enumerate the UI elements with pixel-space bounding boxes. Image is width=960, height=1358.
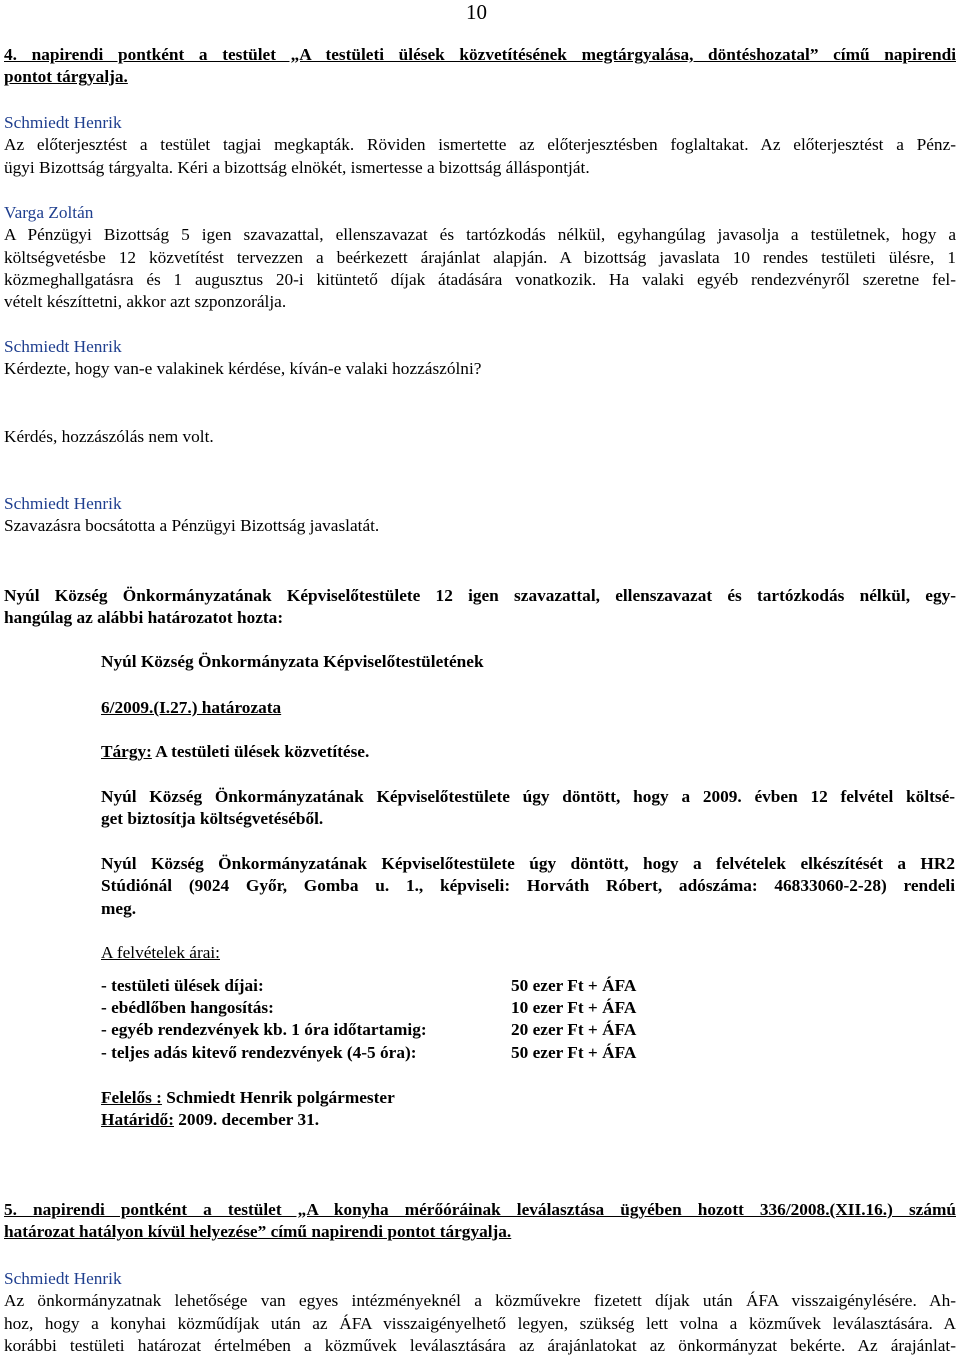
price-row	[101, 1042, 661, 1064]
speaker-block	[4, 1268, 956, 1357]
page-number: 10	[466, 0, 487, 24]
paragraph-line: vételt készíttetni, akkor azt szponzorálja.	[4, 292, 287, 312]
resolution-paragraph-2	[101, 853, 955, 920]
subject-text: A testületi ülések közvetítése.	[151, 742, 370, 761]
paragraph-line: ügyi Bizottság tárgyalta. Kéri a bizottság elnökét, ismertesse a bizottság álláspontját.	[4, 157, 590, 177]
speaker-name: Schmiedt Henrik	[4, 337, 122, 356]
deadline-label: Határidő:	[101, 1110, 174, 1129]
price-item: - egyéb rendezvények kb. 1 óra időtartamig:	[101, 1020, 427, 1039]
paragraph-line: Nyúl Község Önkormányzatának Képviselőtestülete úgy döntött, hogy a 2009. évben 12 felvétel költsé-	[101, 787, 955, 806]
paragraph-line: meg.	[101, 898, 137, 918]
vote-result	[4, 585, 956, 630]
paragraph-line: Kérdés, hozzászólás nem volt.	[4, 427, 214, 446]
responsible-label: Felelős :	[101, 1088, 162, 1107]
paragraph-line: Az önkormányzatnak lehetősége van egyes intézményeknél a közművekre fizetett díjak után ÁFA visszaigénylésére. Ah-	[4, 1291, 956, 1311]
paragraph-line: get biztosítja költségvetéséből.	[101, 809, 324, 829]
paragraph-line: Nyúl Község Önkormányzatának Képviselőtestülete úgy döntött, hogy a felvételek elkészítését a HR2	[101, 854, 955, 873]
price-item: - teljes adás kitevő rendezvények (4-5 óra):	[101, 1043, 417, 1062]
paragraph-line: Szavazásra bocsátotta a Pénzügyi Bizottság javaslatát.	[4, 516, 380, 536]
speaker-name: Schmiedt Henrik	[4, 113, 122, 132]
speaker-block	[4, 336, 956, 381]
paragraph-line: korábbi testületi határozat értelmében a közművek leválasztására az árajánlatokat az önkormányzat bekérte. Az árajánlat-	[4, 1335, 956, 1355]
price-amount: 50 ezer Ft + ÁFA	[511, 976, 637, 995]
price-amount: 20 ezer Ft + ÁFA	[511, 1020, 637, 1039]
price-row	[101, 975, 661, 997]
speaker-block	[4, 202, 956, 313]
deadline-value: 2009. december 31.	[173, 1110, 320, 1129]
resolution-paragraph-1	[101, 786, 955, 831]
paragraph-line: közmeghallgatásra és 1 augusztus 20-i kitüntető díjak átadására vonatkozik. Ha valaki egyéb rendezvényről szeretne fel-	[4, 269, 956, 289]
prices-title: A felvételek árai:	[101, 943, 220, 962]
speaker-block	[4, 112, 956, 179]
price-amount: 50 ezer Ft + ÁFA	[511, 1043, 637, 1062]
paragraph-line: hangúlag az alábbi határozatot hozta:	[4, 608, 284, 628]
resolution-number: 6/2009.(I.27.) határozata	[101, 698, 282, 717]
price-row	[101, 1019, 661, 1041]
resolution-subject	[101, 741, 369, 763]
speaker-name: Schmiedt Henrik	[4, 1269, 122, 1288]
deadline	[101, 1109, 319, 1131]
responsible-value: Schmiedt Henrik polgármester	[161, 1088, 395, 1107]
responsible	[101, 1087, 395, 1109]
agenda-item-5-heading	[4, 1199, 956, 1244]
price-amount: 10 ezer Ft + ÁFA	[511, 998, 637, 1017]
price-item: - testületi ülések díjai:	[101, 976, 264, 995]
paragraph-line: Az előterjesztést a testület tagjai megkapták. Röviden ismertette az előterjesztésben foglaltakat. Az előterjesztést a Pénz-	[4, 135, 956, 155]
heading-line: határozat hatályon kívül helyezése” című napirendi pontot tárgyalja.	[4, 1222, 512, 1242]
speaker-name: Schmiedt Henrik	[4, 494, 122, 513]
resolution-body: Nyúl Község Önkormányzata Képviselőtestületének	[101, 652, 484, 671]
paragraph-line: A Pénzügyi Bizottság 5 igen szavazattal, ellenszavazat és tartózkodás nélkül, egyhangúlag javasolja a testületnek, hogy a	[4, 225, 956, 245]
price-row	[101, 997, 661, 1019]
paragraph-line: hoz, hogy a konyhai közműdíjak után az ÁFA visszaigényelhető legyen, szükség lett volna a közművek leválasztására. A	[4, 1313, 956, 1333]
no-questions-note	[4, 426, 956, 448]
paragraph-line: Nyúl Község Önkormányzatának Képviselőtestülete 12 igen szavazattal, ellenszavazat és tartózkodás nélkül, egy-	[4, 586, 956, 605]
subject-label: Tárgy:	[101, 742, 152, 761]
heading-line: 5. napirendi pontként a testület „A konyha mérőóráinak leválasztása ügyében hozott 336/2008.(XII.16.) számú	[4, 1200, 956, 1219]
agenda-item-4-heading	[4, 44, 956, 89]
heading-line: 4. napirendi pontként a testület „A testületi ülések közvetítésének megtárgyalása, döntéshozatal” című napirendi	[4, 45, 956, 64]
speaker-name: Varga Zoltán	[4, 203, 94, 222]
paragraph-line: Stúdiónál (9024 Győr, Gomba u. 1., képviseli: Horváth Róbert, adószáma: 46833060-2-28) rendeli	[101, 876, 955, 896]
paragraph-line: Kérdezte, hogy van-e valakinek kérdése, kíván-e valaki hozzászólni?	[4, 359, 482, 379]
price-item: - ebédlőben hangosítás:	[101, 998, 274, 1017]
speaker-block	[4, 493, 956, 538]
paragraph-line: költségvetésbe 12 közvetítést tervezzen a beérkezett árajánlat alapján. A bizottság javaslata 10 rendes testületi ülésre, 1	[4, 247, 956, 267]
heading-line: pontot tárgyalja.	[4, 67, 128, 87]
